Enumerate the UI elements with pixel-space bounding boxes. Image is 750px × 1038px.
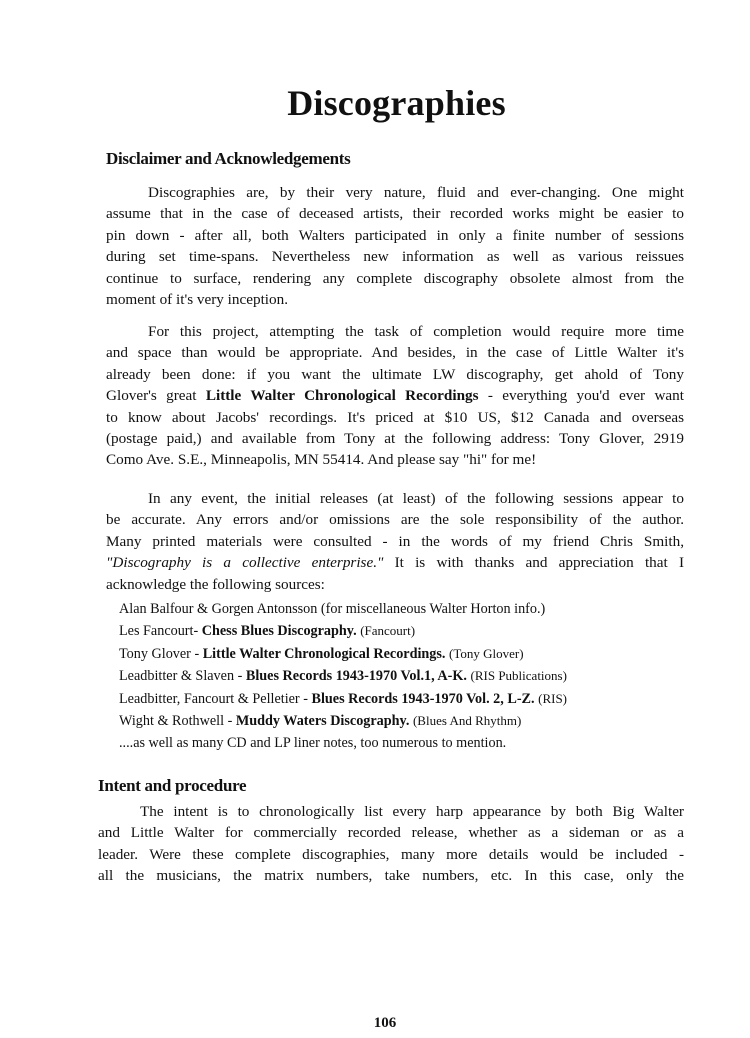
- text-line: acknowledge the following sources:: [106, 575, 325, 593]
- section-heading-disclaimer: Disclaimer and Acknowledgements: [106, 149, 351, 168]
- text-line: assume that in the case of deceased artists, their recorded works might be easier to: [106, 205, 684, 223]
- source-publisher: (Tony Glover): [449, 645, 524, 661]
- source-title: Blues Records 1943-1970 Vol.1, A-K.: [245, 668, 467, 685]
- text-line: Discographies are, by their very nature, fluid and ever-changing. One might: [148, 184, 684, 201]
- source-note: (for miscellaneous Walter Horton info.): [320, 601, 546, 617]
- page-number: 106: [373, 1015, 397, 1031]
- text-line: For this project, attempting the task of completion would require more time: [148, 323, 684, 340]
- text-line: Many printed materials were consulted - in the words of my friend Chris Smith,: [106, 532, 684, 550]
- text-fragment: - everything you'd ever want: [478, 387, 684, 405]
- source-publisher: (Fancourt): [360, 623, 416, 639]
- text-line: The intent is to chronologically list every harp appearance by both Big Walter: [140, 803, 684, 820]
- text-line: [106, 385, 684, 406]
- source-entry: [119, 620, 567, 642]
- source-title: Blues Records 1943-1970 Vol. 2, L-Z.: [311, 690, 535, 707]
- paragraph-project-completion: [106, 321, 684, 471]
- text-line: be accurate. Any errors and/or omissions are the sole responsibility of the author.: [106, 511, 684, 529]
- text-line: Como Ave. S.E., Minneapolis, MN 55414. And please say "hi" for me!: [106, 451, 537, 469]
- text-line: during set time-spans. Nevertheless new information as well as various reissues: [106, 248, 684, 266]
- source-author: Tony Glover -: [119, 645, 203, 662]
- source-entry: [119, 688, 567, 710]
- text-line: all the musicians, the matrix numbers, take numbers, etc. In this case, only the: [98, 867, 684, 885]
- text-line: (postage paid,) and available from Tony at the following address: Tony Glover, 2919: [106, 430, 684, 448]
- source-title: Chess Blues Discography.: [201, 623, 357, 640]
- text-line: leader. Were these complete discographies, many more details would be included -: [98, 845, 684, 863]
- text-line: continue to surface, rendering any complete discography obsolete almost from the: [106, 269, 684, 287]
- text-line: moment of it's very inception.: [106, 291, 288, 309]
- source-entry: [119, 643, 567, 665]
- text-line: already been done: if you want the ultimate LW discography, get ahold of Tony: [106, 365, 684, 383]
- book-title: Little Walter Chronological Recordings: [205, 387, 479, 405]
- sources-closing: ....as well as many CD and LP liner notes, too numerous to mention.: [119, 735, 507, 752]
- quotation: "Discography is a collective enterprise.": [106, 554, 384, 572]
- source-author: Alan Balfour & Gorgen Antonsson: [119, 601, 318, 617]
- source-author: Leadbitter & Slaven -: [119, 668, 246, 685]
- source-entry: [119, 598, 567, 620]
- text-line: and Little Walter for commercially recorded release, whether as a sideman or as a: [98, 824, 684, 842]
- text-line: to know about Jacobs' recordings. It's priced at $10 US, $12 Canada and overseas: [106, 408, 684, 426]
- paragraph-sources-intro: [106, 488, 684, 595]
- text-line: pin down - after all, both Walters participated in only a finite number of sessions: [106, 226, 684, 244]
- source-title: Muddy Waters Discography.: [235, 713, 410, 730]
- source-publisher: (RIS Publications): [470, 668, 567, 684]
- page-title: Discographies: [287, 83, 506, 123]
- paragraph-intent: [98, 801, 684, 887]
- source-publisher: (Blues And Rhythm): [412, 713, 522, 729]
- text-fragment: It is with thanks and appreciation that I: [383, 554, 684, 572]
- text-line: In any event, the initial releases (at least) of the following sessions appear to: [148, 490, 684, 507]
- source-author: Leadbitter, Fancourt & Pelletier -: [119, 690, 312, 707]
- source-author: Wight & Rothwell -: [119, 713, 236, 730]
- source-entry: [119, 665, 567, 687]
- text-fragment: Glover's great: [106, 387, 206, 405]
- source-title: Little Walter Chronological Recordings.: [202, 645, 446, 662]
- source-entry: [119, 710, 567, 732]
- section-heading-intent: Intent and procedure: [98, 776, 247, 795]
- text-line: [106, 552, 684, 573]
- sources-list: [119, 598, 567, 755]
- source-author: Les Fancourt-: [119, 623, 202, 640]
- source-publisher: (RIS): [538, 690, 567, 706]
- paragraph-discographies-nature: [106, 182, 684, 310]
- text-line: and space than would be appropriate. And besides, in the case of Little Walter it's: [106, 344, 684, 362]
